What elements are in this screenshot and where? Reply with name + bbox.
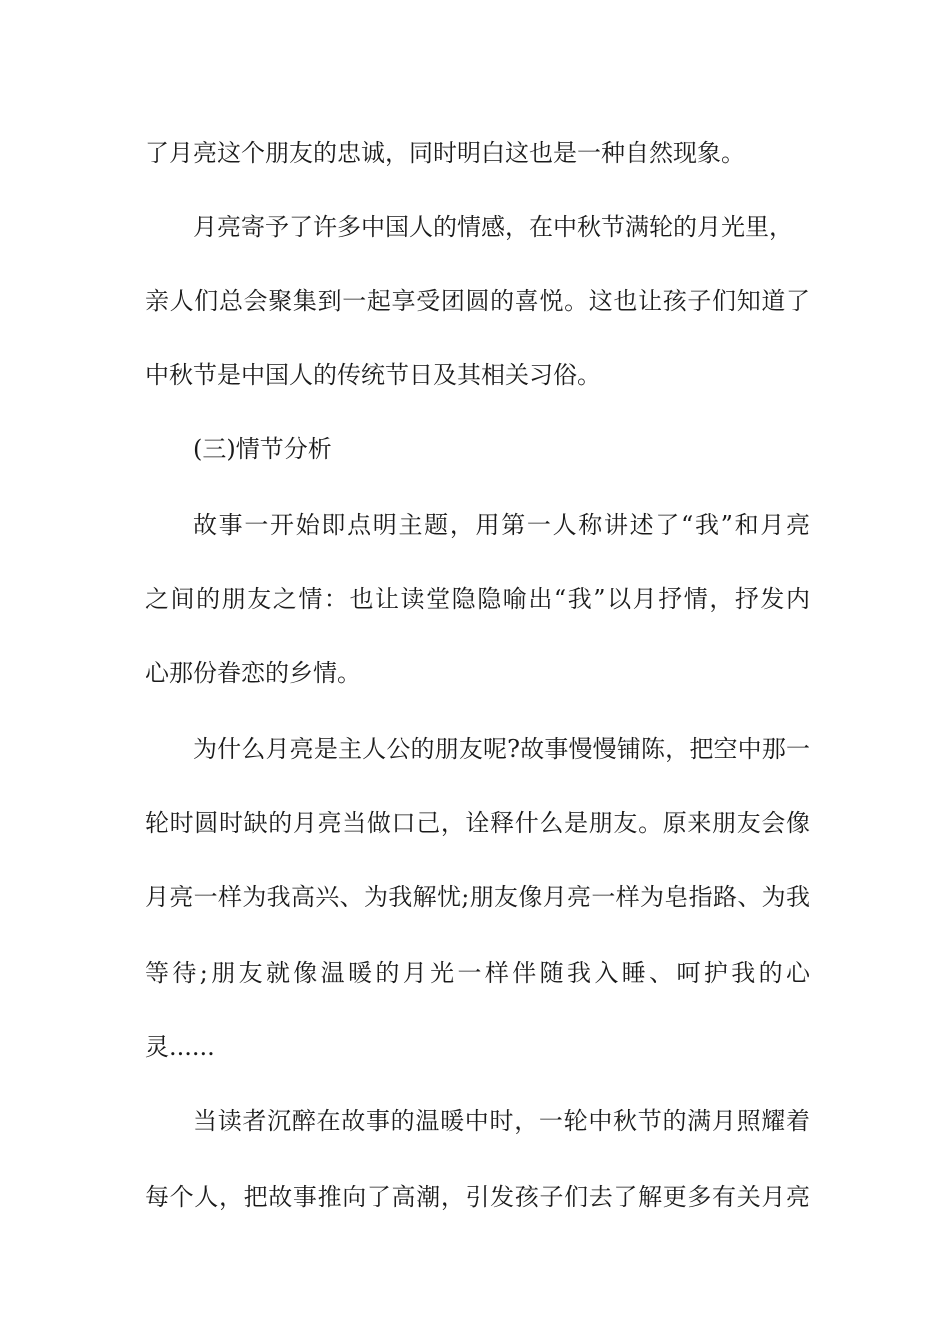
text-line: 等待;朋友就像温暖的月光一样伴随我入睡、呵护我的心: [145, 959, 810, 987]
text-line: 当读者沉醉在故事的温暖中时，一轮中秋节的满月照耀着: [193, 1107, 810, 1135]
text-line: 月亮寄予了许多中国人的情感，在中秋节满轮的月光里，: [193, 213, 793, 241]
text-line: 故事一开始即点明主题，用第一人称讲述了“我”和月亮: [193, 511, 810, 539]
text-line: 灵......: [145, 1033, 215, 1061]
section-heading: (三)情节分析: [193, 435, 332, 463]
text-line: 每个人，把故事推向了高潮，引发孩子们去了解更多有关月亮: [145, 1183, 810, 1211]
text-line: 亲人们总会聚集到一起享受团圆的喜悦。这也让孩子们知道了: [145, 287, 810, 315]
text-line: 之间的朋友之情：也让读堂隐隐喻出“我”以月抒情，抒发内: [145, 585, 810, 613]
text-line: 中秋节是中国人的传统节日及其相关习俗。: [145, 361, 601, 389]
text-line: 心那份眷恋的乡情。: [145, 659, 361, 687]
text-line: 了月亮这个朋友的忠诚，同时明白这也是一种自然现象。: [145, 139, 745, 167]
text-line: 轮时圆时缺的月亮当做口己，诠释什么是朋友。原来朋友会像: [145, 809, 810, 837]
text-line: 月亮一样为我高兴、为我解忧;朋友像月亮一样为皂指路、为我: [145, 883, 810, 911]
text-line: 为什么月亮是主人公的朋友呢?故事慢慢铺陈，把空中那一: [193, 735, 810, 763]
